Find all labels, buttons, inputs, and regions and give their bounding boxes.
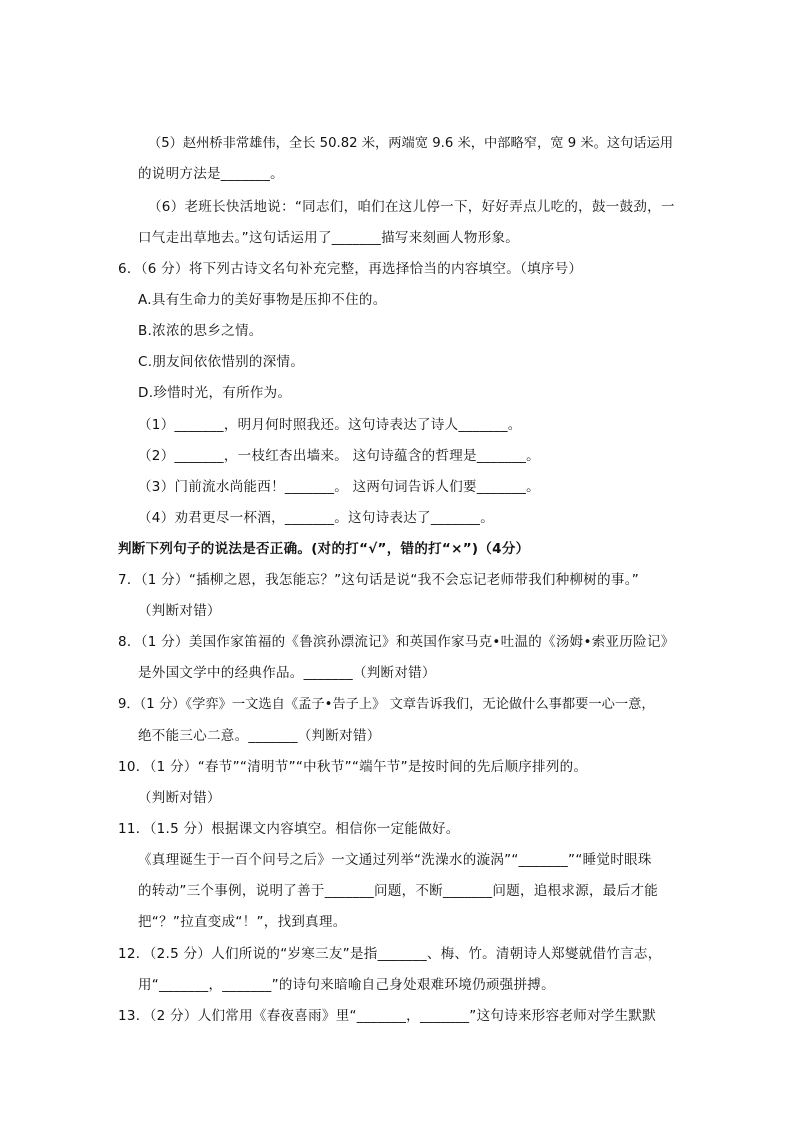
question-9-line-1: 9．（1 分）《学弈》一文选自《孟子•告子上》 文章告诉我们，无论做什么事都要一心一意， (118, 697, 655, 712)
question-10-line-2: （判断对错） (138, 790, 221, 806)
option-d: D.珍惜时光，有所作为。 (138, 385, 292, 401)
option-c: C.朋友间依依惜别的深情。 (138, 354, 305, 370)
option-b: B.浓浓的思乡之情。 (138, 323, 263, 339)
question-5-6-line-2: 口气走出草地去。”这句话运用了_______描写来刻画人物形象。 (138, 230, 520, 246)
question-8-line-1: 8．（1 分）美国作家笛福的《鲁滨孙漂流记》和英国作家马克•吐温的《汤姆•索亚历险记》 (118, 634, 675, 650)
question-11-stem: 11．（1.5 分）根据课文内容填空。相信你一定能做好。 (118, 821, 460, 837)
question-7-line-1: 7．（1 分）“插柳之恩，我怎能忘？”这句话是说“我不会忘记老师带我们种柳树的事。” (118, 572, 640, 588)
question-12-line-2: 用“_______，_______”的诗句来暗喻自己身处艰难环境仍顽强拼搏。 (138, 977, 555, 993)
question-13-line-1: 13．（2 分）人们常用《春夜喜雨》里“_______，_______”这句诗来形容老师对学生默默 (118, 1008, 656, 1024)
question-10-line-1: 10．（1 分）“春节”“清明节”“中秋节”“端午节”是按时间的先后顺序排列的。 (118, 759, 588, 775)
question-8-line-2: 是外国文学中的经典作品。_______（判断对错） (138, 665, 436, 681)
question-11-line-2: 的转动”三个事例，说明了善于_______问题，不断_______问题，追根求源，最后才能 (138, 883, 658, 899)
question-12-line-1: 12．（2.5 分）人们所说的“岁寒三友”是指_______、梅、竹。清朝诗人郑燮就借竹言志， (118, 946, 662, 962)
section-heading-judgement: 判断下列句子的说法是否正确。(对的打“√”，错的打“×”)（4分） (118, 541, 530, 557)
question-5-5-line-1: （5）赵州桥非常雄伟，全长 50.82 米，两端宽 9.6 米，中部略窄，宽 9 米。这句话运用 (148, 136, 674, 151)
question-9-line-2: 绝不能三心二意。_______（判断对错） (138, 728, 381, 744)
question-7-line-2: （判断对错） (138, 603, 221, 619)
question-6-3: （3）门前流水尚能西！_______。 这两句词告诉人们要_______。 (138, 479, 540, 495)
question-11-line-1: 《真理诞生于一百个问号之后》一文通过列举“洗澡水的漩涡”“_______”“睡觉时眼珠 (138, 852, 652, 868)
question-6-4: （4）劝君更尽一杯酒，_______。这句诗表达了_______。 (138, 510, 494, 526)
question-5-6-line-1: （6）老班长快活地说：“同志们，咱们在这儿停一下，好好弄点儿吃的，鼓一鼓劲，一 (148, 199, 675, 215)
option-a: A.具有生命力的美好事物是压抑不住的。 (138, 292, 387, 308)
question-11-line-3: 把“？”拉直变成“！”，找到真理。 (138, 914, 347, 930)
question-6-stem: 6．（6 分）将下列古诗文名句补充完整，再选择恰当的内容填空。（填序号） (118, 261, 583, 277)
question-6-2: （2）_______，一枝红杏出墙来。 这句诗蕴含的哲理是_______。 (138, 448, 540, 464)
question-5-5-line-2: 的说明方法是_______。 (138, 166, 284, 182)
question-6-1: （1）_______，明月何时照我还。这句诗表达了诗人_______。 (138, 417, 522, 433)
